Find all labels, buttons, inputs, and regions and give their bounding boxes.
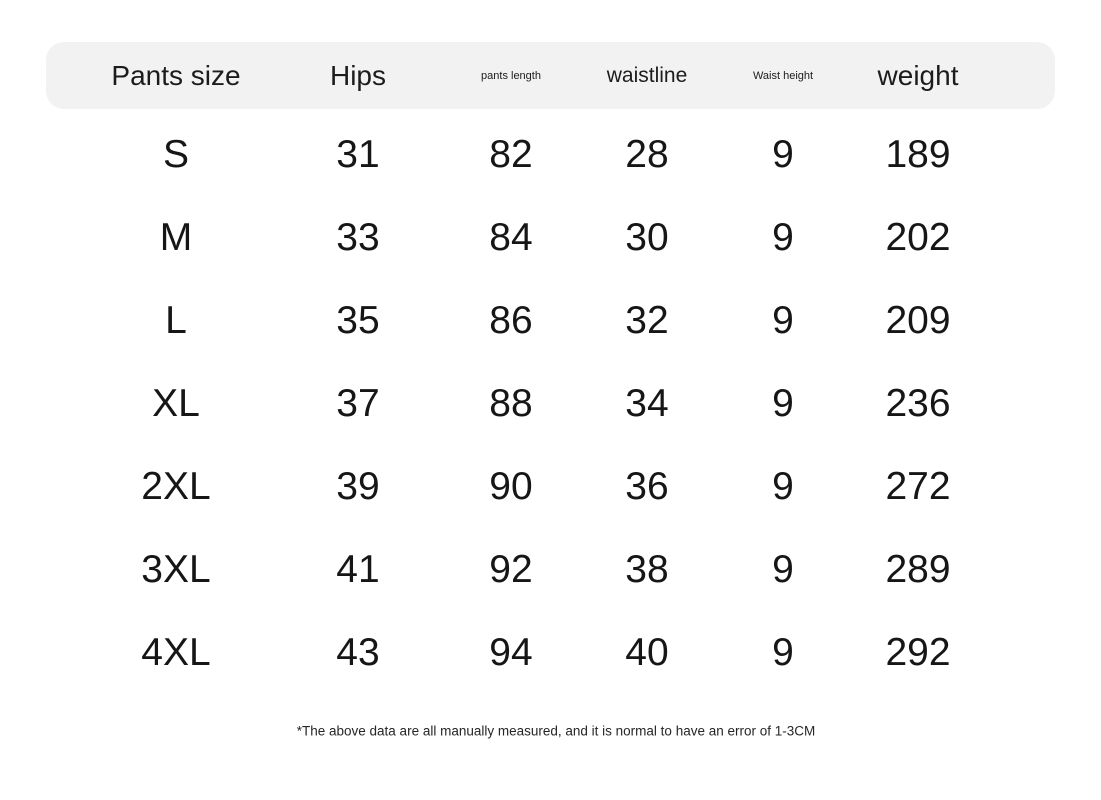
cell-pants-length: 94 [489,630,533,674]
cell-size: S [162,132,190,176]
cell-pants-length: 86 [489,298,533,342]
cell-pants-length: 88 [489,381,533,425]
table-row-2xl [46,445,1055,528]
cell-waistline: 36 [625,464,669,508]
cell-weight: 292 [885,630,951,674]
cell-waistline: 30 [625,215,669,259]
cell-waist-height: 9 [772,547,794,591]
cell-size: 4XL [141,630,211,674]
cell-weight: 236 [885,381,951,425]
cell-waistline: 34 [625,381,669,425]
cell-weight: 202 [885,215,951,259]
cell-hips: 37 [336,381,380,425]
column-header-pants-size: Pants size [111,59,241,91]
cell-hips: 41 [336,547,380,591]
cell-size: 3XL [141,547,211,591]
cell-weight: 189 [885,132,951,176]
cell-waistline: 32 [625,298,669,342]
cell-waistline: 40 [625,630,669,674]
cell-waist-height: 9 [772,381,794,425]
cell-hips: 33 [336,215,380,259]
column-header-hips: Hips [329,59,387,91]
cell-weight: 272 [885,464,951,508]
cell-pants-length: 82 [489,132,533,176]
cell-weight: 209 [885,298,951,342]
cell-waistline: 28 [625,132,669,176]
table-row-s [46,113,1055,196]
cell-weight: 289 [885,547,951,591]
table-row-l [46,279,1055,362]
measurement-disclaimer: *The above data are all manually measured, and it is normal to have an error of 1-3CM [296,723,816,739]
cell-pants-length: 84 [489,215,533,259]
cell-size: L [165,298,187,342]
cell-waist-height: 9 [772,630,794,674]
cell-hips: 35 [336,298,380,342]
cell-hips: 39 [336,464,380,508]
table-row-m [46,196,1055,279]
cell-pants-length: 92 [489,547,533,591]
cell-size: 2XL [141,464,211,508]
table-row-xl [46,362,1055,445]
cell-waist-height: 9 [772,132,794,176]
table-row-4xl [46,611,1055,694]
table-body [46,113,1055,694]
column-header-pants-length: pants length [481,69,541,82]
cell-waist-height: 9 [772,215,794,259]
cell-waistline: 38 [625,547,669,591]
column-header-weight: weight [877,59,959,91]
cell-size: M [159,215,193,259]
column-header-waistline: waistline [606,63,688,87]
cell-hips: 31 [336,132,380,176]
cell-size: XL [152,381,200,425]
column-header-waist-height: Waist height [752,69,814,82]
table-row-3xl [46,528,1055,611]
cell-waist-height: 9 [772,298,794,342]
cell-waist-height: 9 [772,464,794,508]
cell-hips: 43 [336,630,380,674]
cell-pants-length: 90 [489,464,533,508]
table-header [46,42,1055,109]
